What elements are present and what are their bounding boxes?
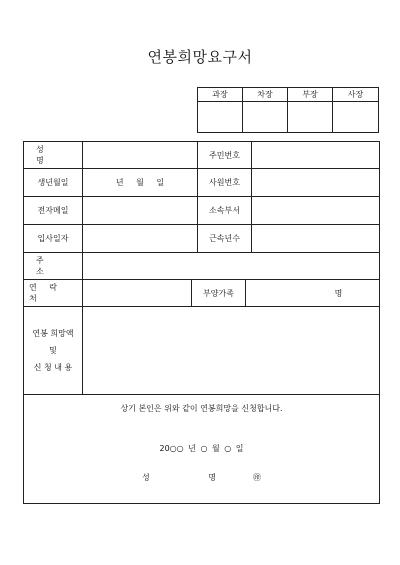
approval-sign-deputy[interactable]	[243, 102, 288, 132]
row-address	[24, 253, 379, 280]
contact-label: 연 락 처	[24, 280, 83, 306]
row-contact	[24, 280, 379, 307]
name-field[interactable]	[83, 142, 198, 168]
years-service-label: 근속년수	[198, 225, 252, 252]
department-field[interactable]	[252, 197, 379, 224]
document-title: 연봉희망요구서	[147, 48, 253, 66]
dependents-label: 부양가족	[192, 280, 246, 306]
resident-no-field[interactable]	[252, 142, 379, 168]
birthdate-label: 생년월일	[24, 169, 83, 196]
dependents-field[interactable]	[246, 280, 379, 306]
approval-header-president: 사장	[333, 88, 378, 102]
salary-label-line2: 및	[49, 346, 57, 355]
row-salary-request	[24, 307, 379, 395]
approval-header-director: 부장	[288, 88, 333, 102]
name-label: 성 명	[24, 142, 83, 168]
salary-label-line3: 신 청 내 용	[33, 363, 73, 372]
email-field[interactable]	[83, 197, 198, 224]
employee-no-field[interactable]	[252, 169, 379, 196]
seal-mark[interactable]: ㊞	[253, 473, 261, 482]
address-label: 주 소	[24, 253, 83, 279]
hire-date-label: 입사일자	[24, 225, 83, 252]
employee-no-label: 사원번호	[198, 169, 252, 196]
salary-request-label	[24, 307, 83, 394]
department-label: 소속부서	[198, 197, 252, 224]
contact-field[interactable]	[83, 280, 192, 306]
approval-sign-president[interactable]	[333, 102, 378, 132]
dependents-unit: 명	[334, 288, 343, 298]
declaration-area	[24, 395, 379, 505]
address-field[interactable]	[83, 253, 379, 279]
years-service-field[interactable]	[252, 225, 379, 252]
declaration-date: 20○○ 년 ○ 월 ○ 일	[159, 444, 244, 453]
declaration-statement: 상기 본인은 위와 같이 연봉희망을 신청합니다.	[120, 404, 283, 413]
approval-header-deputy: 차장	[243, 88, 288, 102]
hire-date-field[interactable]	[83, 225, 198, 252]
approval-sign-manager[interactable]	[198, 102, 243, 132]
row-birthdate	[24, 169, 379, 197]
resident-no-label: 주민번호	[198, 142, 252, 168]
salary-label-line1: 연봉 희망액	[32, 329, 74, 338]
approval-header-manager: 과장	[198, 88, 243, 102]
row-hire-date	[24, 225, 379, 253]
salary-request-form	[23, 141, 380, 504]
salary-request-field[interactable]	[83, 307, 379, 394]
birthdate-field[interactable]: 년 월 일	[83, 169, 198, 196]
row-email	[24, 197, 379, 225]
email-label: 전자메일	[24, 197, 83, 224]
signer-label: 성 명	[142, 473, 244, 482]
approval-sign-director[interactable]	[288, 102, 333, 132]
row-name	[24, 142, 379, 169]
approval-box	[197, 87, 379, 133]
